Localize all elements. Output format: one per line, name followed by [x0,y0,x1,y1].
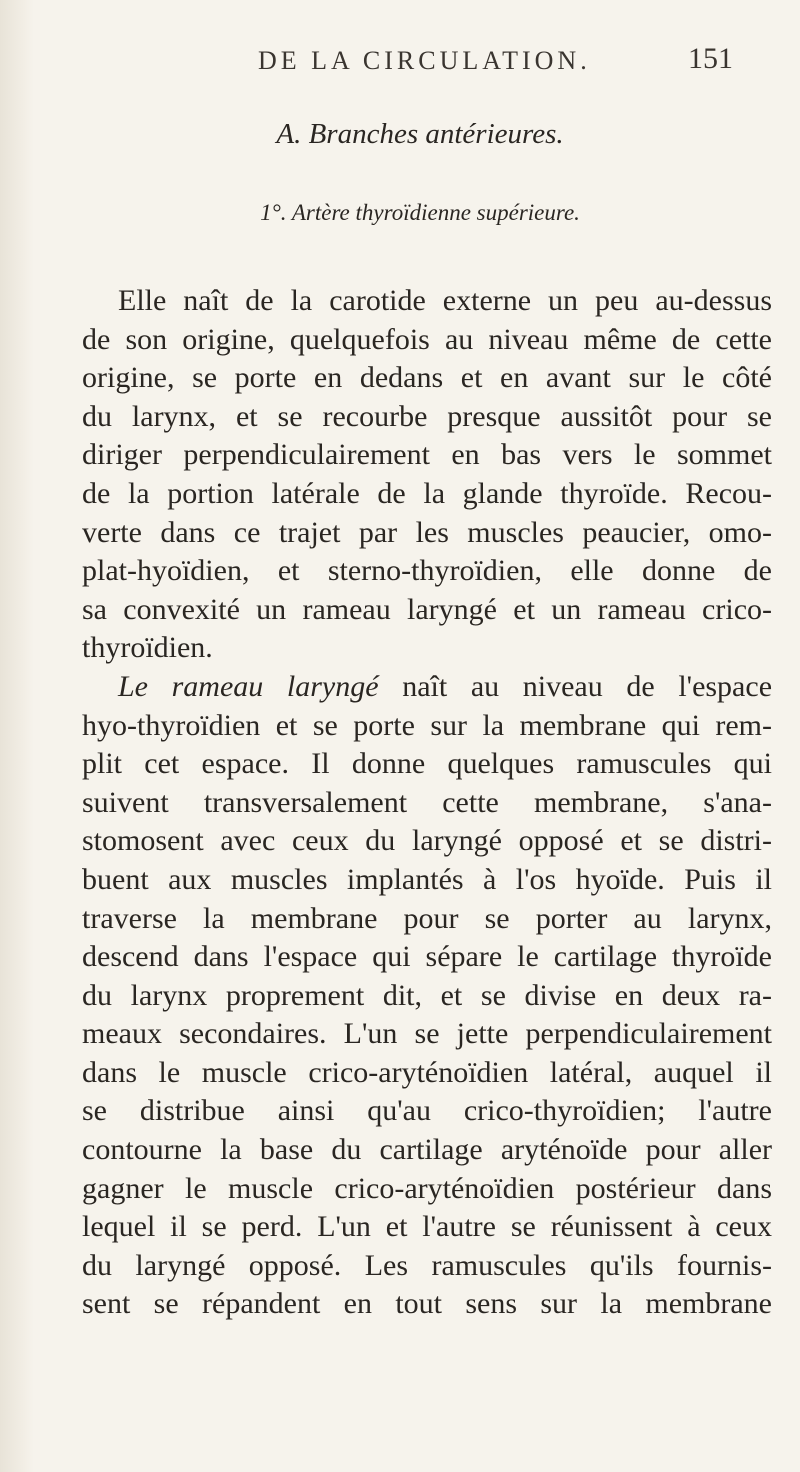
text-line: se distribue ainsi qu'au crico-thyroïdien; l'autre [82,1094,772,1128]
subheading: 1°. Artère thyroïdienne supérieure. [260,200,580,225]
text-line: Elle naît de la carotide externe un peu au-dessus [118,284,772,317]
text-line: de son origine, quelquefois au niveau même de cette [82,322,772,356]
text-line: plit cet espace. Il donne quelques ramuscules qui [82,747,772,781]
text-line: traverse la membrane pour se porter au larynx, [82,901,772,935]
section-heading: A. Branches antérieures. [276,118,564,150]
text-line: sent se répandent en tout sens sur la membrane [82,1287,772,1321]
text-line: meaux secondaires. L'un se jette perpendiculairement [82,1017,772,1051]
paragraph-1 [82,282,772,668]
text-line: hyo-thyroïdien et se porte sur la membrane qui rem- [82,708,772,742]
text-line: du larynx, et se recourbe presque aussitôt pour se [82,399,772,433]
text-line: buent aux muscles implantés à l'os hyoïde. Puis il [82,862,772,896]
paragraph-2 [82,668,772,1324]
text-line: thyroïdien. [82,631,213,665]
lead-rest: naît au niveau de l'espace [378,669,773,703]
text-line [82,668,772,707]
text-line: lequel il se perd. L'un et l'autre se réunissent à ceux [82,1210,772,1244]
page-number: 151 [688,42,733,75]
body-text [82,282,772,1324]
running-head [0,42,800,86]
text-line: de la portion latérale de la glande thyroïde. Recou- [82,476,772,510]
text-line: descend dans l'espace qui sépare le cartilage thyroïde [82,940,772,974]
text-line: contourne la base du cartilage aryténoïde pour aller [82,1133,772,1167]
italic-lead: Le rameau laryngé [118,669,379,703]
text-line: origine, se porte en dedans et en avant sur le côté [82,361,772,395]
running-title: DE LA CIRCULATION. [258,46,591,75]
text-line: du laryngé opposé. Les ramuscules qu'ils fournis- [82,1248,772,1282]
text-line: plat-hyoïdien, et sterno-thyroïdien, elle donne de [82,554,772,588]
text-line: diriger perpendiculairement en bas vers le sommet [82,438,772,472]
text-line: gagner le muscle crico-aryténoïdien postérieur dans [82,1171,772,1205]
text-line: verte dans ce trajet par les muscles peaucier, omo- [82,515,772,549]
text-line: stomosent avec ceux du laryngé opposé et se distri- [82,824,772,858]
text-line: sa convexité un rameau laryngé et un rameau crico- [82,592,772,626]
text-line: dans le muscle crico-aryténoïdien latéral, auquel il [82,1055,772,1089]
text-line: du larynx proprement dit, et se divise en deux ra- [82,978,772,1012]
text-line: suivent transversalement cette membrane, s'ana- [82,785,772,819]
